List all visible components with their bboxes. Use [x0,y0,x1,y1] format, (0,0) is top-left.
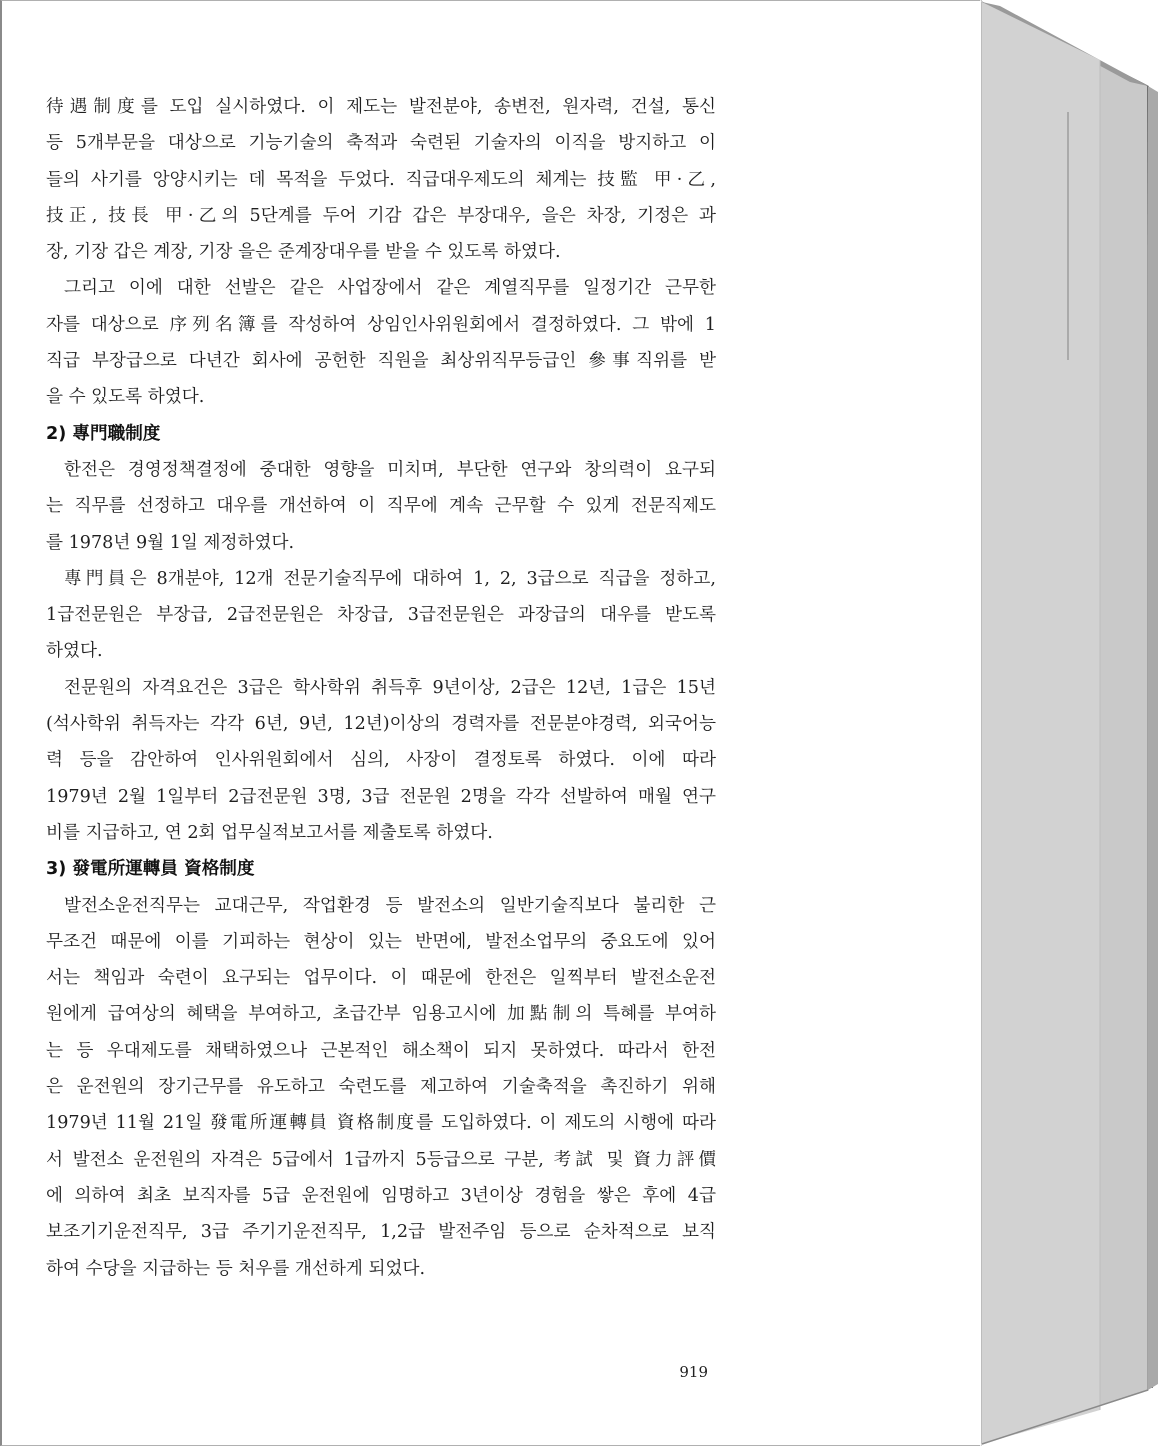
text-line: 력 등을 감안하여 인사위원회에서 심의, 사장이 결정토록 하였다. 이에 따라 [46,750,716,771]
text-line: 은 운전원의 장기근무를 유도하고 숙련도를 제고하여 기술축적을 촉진하기 위해 [46,1077,716,1098]
text-line: 待遇制度를 도입 실시하였다. 이 제도는 발전분야, 송변전, 원자력, 건설, 통신 [46,97,716,117]
text-line: 장, 기장 갑은 계장, 기장 을은 준계장대우를 받을 수 있도록 하였다. [46,242,561,263]
section-heading: 2) 專門職制度 [46,423,161,444]
section-heading: 3) 發電所運轉員 資格制度 [46,859,255,880]
page-number: 919 [679,1363,708,1381]
text-line: 들의 사기를 앙양시키는 데 목적을 두었다. 직급대우제도의 체계는 技監 甲·乙, [46,169,716,190]
text-line: 하였다. [46,641,103,662]
text-line: 1979년 2월 1일부터 2급전문원 3명, 3급 전문원 2명을 각각 선발하여 매월 연구 [46,786,716,807]
text-line: 하여 수당을 지급하는 등 처우를 개선하게 되었다. [46,1258,426,1279]
text-line: 1급전문원은 부장급, 2급전문원은 차장급, 3급전문원은 과장급의 대우를 받도록 [46,605,716,626]
paragraph-first-line: 그리고 이에 대한 선발은 같은 사업장에서 같은 계열직무를 일정기간 근무한 [64,278,716,299]
text-line: 는 등 우대제도를 채택하였으나 근본적인 해소책이 되지 못하였다. 따라서 한전 [46,1040,716,1061]
text-line: 자를 대상으로 序列名簿를 작성하여 상임인사위원회에서 결정하였다. 그 밖에 1 [46,314,716,335]
text-line: 1979년 11월 21일 發電所運轉員 資格制度를 도입하였다. 이 제도의 시행에 따라 [46,1113,716,1134]
text-line: (석사학위 취득자는 각각 6년, 9년, 12년)이상의 경력자를 전문분야경력, 외국어능 [46,714,716,735]
paragraph-first-line: 한전은 경영정책결정에 중대한 영향을 미치며, 부단한 연구와 창의력이 요구되 [64,459,716,480]
text-line: 직급 부장급으로 다년간 회사에 공헌한 직원을 최상위직무등급인 參事직위를 받 [46,351,716,372]
text-line: 技正, 技長 甲·乙의 5단계를 두어 기감 갑은 부장대우, 을은 차장, 기정은 과 [46,205,716,226]
body-text [46,89,716,1287]
text-line: 에 의하여 최초 보직자를 5급 운전원에 임명하고 3년이상 경험을 쌓은 후에 4급 [46,1185,716,1206]
text-line: 는 직무를 선정하고 대우를 개선하여 이 직무에 계속 근무할 수 있게 전문직제도 [46,496,716,517]
text-line: 서는 책임과 숙련이 요구되는 업무이다. 이 때문에 한전은 일찍부터 발전소운전 [46,968,716,989]
paragraph-first-line: 專門員은 8개분야, 12개 전문기술직무에 대하여 1, 2, 3급으로 직급을 정하고, [64,568,716,589]
paragraph-first-line: 발전소운전직무는 교대근무, 작업환경 등 발전소의 일반기술직보다 불리한 근 [64,895,716,916]
text-line: 를 1978년 9월 1일 제정하였다. [46,532,295,553]
paragraph-first-line: 전문원의 자격요건은 3급은 학사학위 취득후 9년이상, 2급은 12년, 1급은 15년 [64,677,716,698]
text-line: 보조기기운전직무, 3급 주기기운전직무, 1,2급 발전주임 등으로 순차적으로 보직 [46,1222,716,1243]
book-edge-decoration [980,0,1175,1446]
text-line: 원에게 급여상의 혜택을 부여하고, 초급간부 임용고시에 加點制의 특혜를 부여하 [46,1004,716,1025]
text-line: 무조건 때문에 이를 기피하는 현상이 있는 반면에, 발전소업무의 중요도에 있어 [46,931,716,952]
text-line: 등 5개부문을 대상으로 기능기술의 축적과 숙련된 기술자의 이직을 방지하고 이 [46,133,716,154]
text-line: 서 발전소 운전원의 자격은 5급에서 1급까지 5등급으로 구분, 考試 및 資力評價 [46,1149,716,1170]
text-line: 비를 지급하고, 연 2회 업무실적보고서를 제출토록 하였다. [46,822,493,843]
text-line: 을 수 있도록 하였다. [46,387,205,408]
